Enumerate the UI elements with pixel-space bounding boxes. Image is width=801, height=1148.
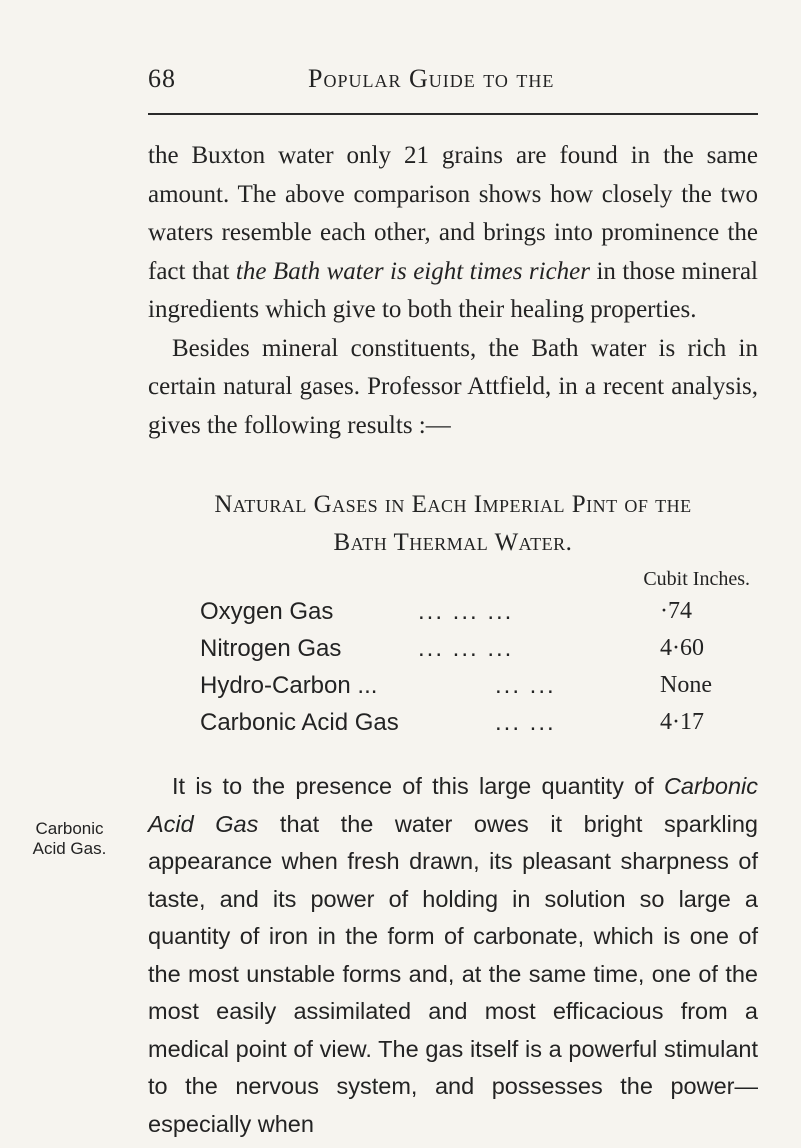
- unit-header: Cubit Inches.: [643, 568, 750, 590]
- gas-name: Carbonic Acid Gas: [200, 709, 399, 736]
- table-title: [148, 486, 758, 562]
- paragraph-1-text-a: the Buxton water only 21 grains are found in the same amount. The above comparison shows how closely the two waters resemble each other, and brings into prominence the fact that: [148, 142, 758, 285]
- page-number: 68: [148, 64, 176, 93]
- paragraph-1-text-b: in those mineral ingredients which give to both their healing properties.: [148, 257, 758, 323]
- gas-value: 4·17: [660, 709, 704, 735]
- leader-dots: ... ... ...: [418, 635, 514, 662]
- paragraph-1-emphasis: the Bath water is eight times richer: [235, 257, 590, 285]
- paragraph-1: [148, 137, 758, 330]
- gas-name: Nitrogen Gas: [200, 635, 342, 662]
- margin-note: [22, 819, 117, 859]
- paragraph-3-text-a: It is to the presence of this large quantity of: [172, 773, 664, 799]
- margin-note-line-1: Carbonic: [35, 819, 104, 838]
- leader-dots: ... ...: [495, 672, 556, 699]
- body-text-bottom: [148, 768, 758, 1143]
- margin-note-line-2: Acid Gas.: [32, 839, 107, 858]
- leader-dots: ... ... ...: [418, 598, 514, 625]
- table-title-line-1: Natural Gases in Each Imperial Pint of the: [214, 491, 692, 518]
- running-title: Popular Guide to the: [308, 64, 555, 93]
- table-row: [200, 709, 750, 745]
- paragraph-3: [148, 768, 758, 1143]
- gas-name: Hydro-Carbon ...: [200, 672, 378, 699]
- table-row: [200, 635, 750, 671]
- table-row: [200, 598, 750, 634]
- table-row: [200, 672, 750, 708]
- gas-value: 4·60: [660, 635, 704, 661]
- gas-value: ·74: [660, 598, 692, 624]
- leader-dots: ... ...: [495, 709, 556, 736]
- gas-value: None: [660, 672, 712, 698]
- gas-name: Oxygen Gas: [200, 598, 334, 625]
- body-text-top: [148, 137, 758, 445]
- paragraph-3-text-b: that the water owes it bright sparkling appearance when fresh drawn, its pleasant sharpness of taste, and its power of holding in solution so large a quantity of iron in the form of carbonate, which is one of the most unstable forms and, at the same time, one of the most easily assimilated and most efficacious from a medical point of view. The gas itself is a powerful stimulant to the nervous system, and possesses the power—especially when: [148, 810, 758, 1137]
- paragraph-3-emphasis: Carbonic Acid Gas: [148, 773, 758, 837]
- paragraph-2: Besides mineral constituents, the Bath water is rich in certain natural gases. Professor Attfield, in a recent analysis, gives the following results :—: [148, 334, 758, 439]
- header-rule: [148, 113, 758, 115]
- table-title-line-2: Bath Thermal Water.: [333, 529, 573, 556]
